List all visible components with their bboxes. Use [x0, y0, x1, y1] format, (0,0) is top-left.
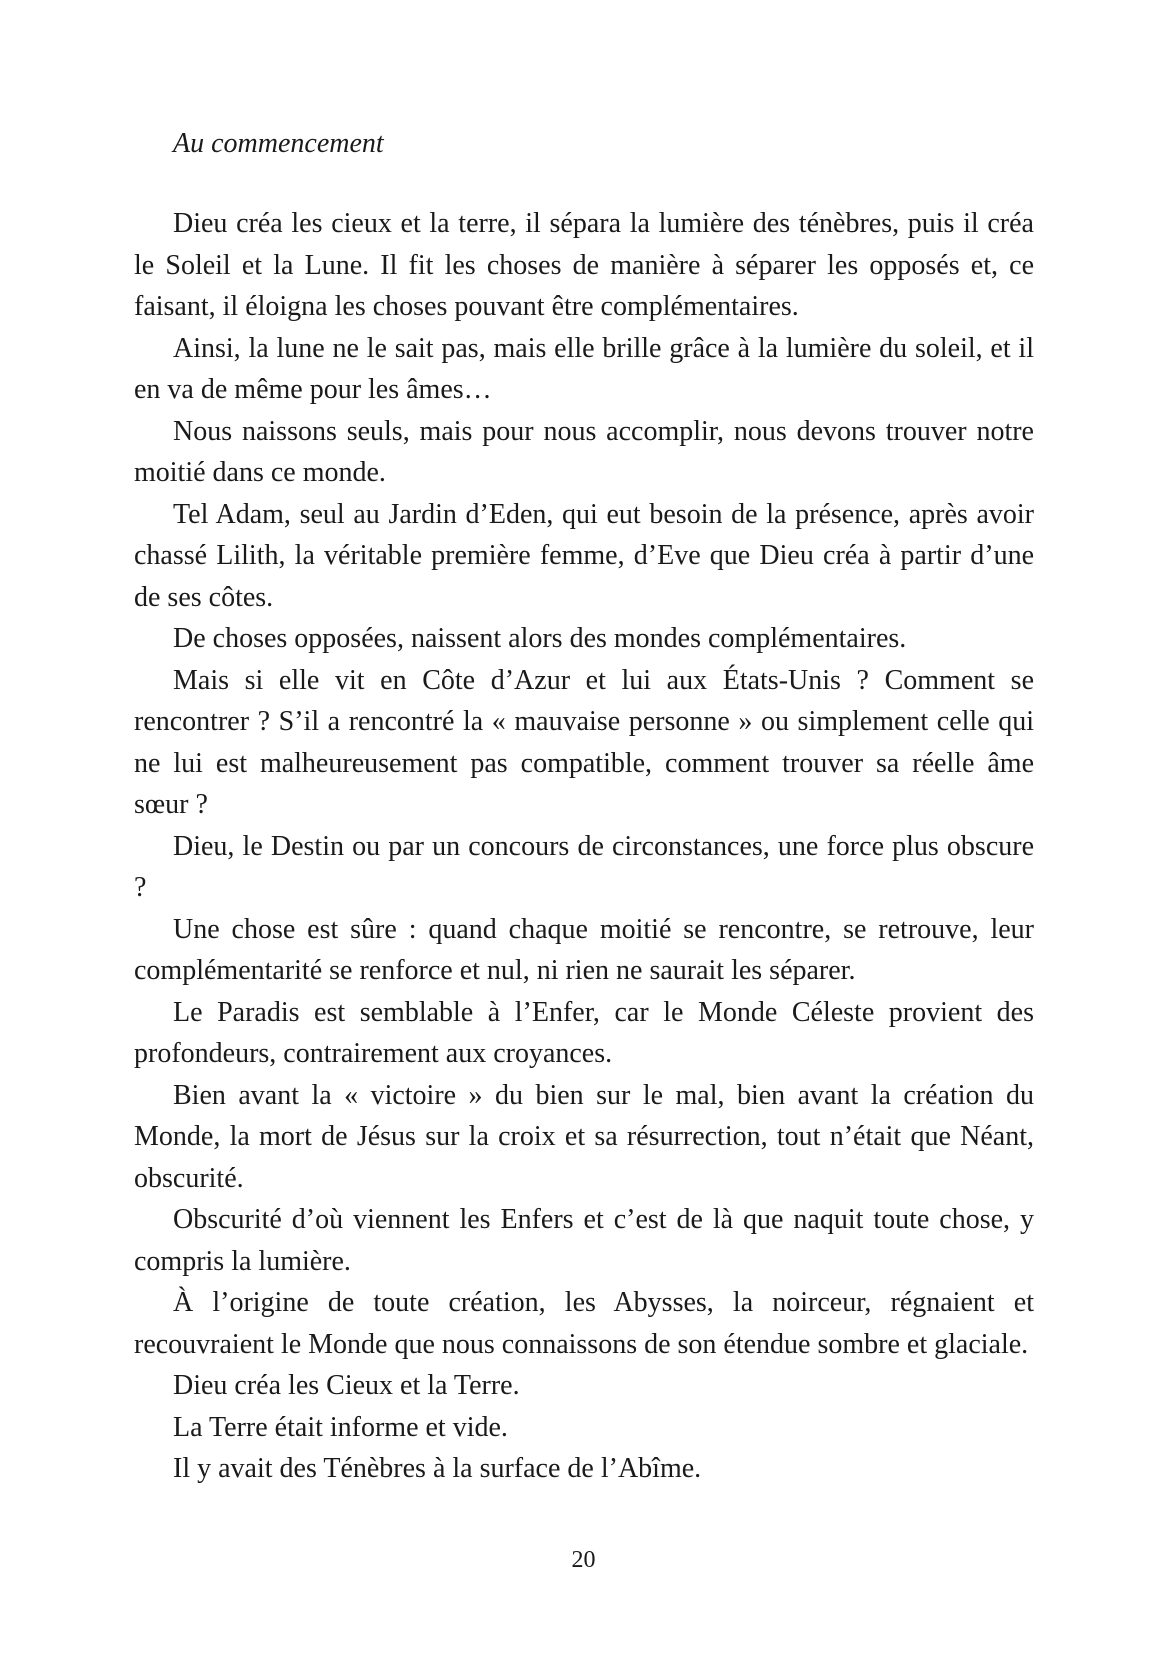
paragraph: La Terre était informe et vide. [173, 1411, 508, 1443]
paragraph: Dieu, le Destin ou par un concours de circonstances, une force plus obscure ? [134, 830, 1034, 903]
paragraph: Il y avait des Ténèbres à la surface de l’Abîme. [173, 1453, 702, 1484]
paragraph: Une chose est sûre : quand chaque moitié se rencontre, se retrouve, leur complémentarité se renforce et nul, ni rien ne saurait les séparer. [134, 913, 1034, 986]
body-text [134, 203, 1034, 1490]
paragraph: À l’origine de toute création, les Abysses, la noirceur, régnaient et recouvraient le Monde que nous connaissons de son étendue sombre et glaciale. [134, 1287, 1034, 1360]
paragraph: Ainsi, la lune ne le sait pas, mais elle brille grâce à la lumière du soleil, et il en va de même pour les âmes… [134, 332, 1034, 405]
page-number: 20 [571, 1547, 596, 1573]
paragraph: Dieu créa les cieux et la terre, il sépara la lumière des ténèbres, puis il créa le Soleil et la Lune. Il fit les choses de manière à séparer les opposés et, ce faisant, il éloigna les choses pouvant être complémentaires. [134, 208, 1034, 322]
paragraph: Dieu créa les Cieux et la Terre. [173, 1370, 520, 1401]
paragraph: Nous naissons seuls, mais pour nous accomplir, nous devons trouver notre moitié dans ce monde. [134, 415, 1034, 488]
paragraph: Obscurité d’où viennent les Enfers et c’est de là que naquit toute chose, y compris la lumière. [134, 1204, 1034, 1277]
paragraph: Le Paradis est semblable à l’Enfer, car le Monde Céleste provient des profondeurs, contrairement aux croyances. [134, 996, 1034, 1069]
chapter-title: Au commencement [173, 128, 384, 159]
paragraph: De choses opposées, naissent alors des mondes complémentaires. [173, 623, 907, 654]
paragraph: Tel Adam, seul au Jardin d’Eden, qui eut besoin de la présence, après avoir chassé Lilith, la véritable première femme, d’Eve que Dieu créa à partir d’une de ses côtes. [134, 498, 1034, 613]
paragraph: Mais si elle vit en Côte d’Azur et lui aux États-Unis ? Comment se rencontrer ? S’il a rencontré la « mauvaise personne » ou simplement celle qui ne lui est malheureusement pas compatible, comment trouver sa réelle âme sœur ? [134, 664, 1034, 820]
paragraph: Bien avant la « victoire » du bien sur le mal, bien avant la création du Monde, la mort de Jésus sur la croix et sa résurrection, tout n’était que Néant, obscurité. [134, 1079, 1034, 1194]
